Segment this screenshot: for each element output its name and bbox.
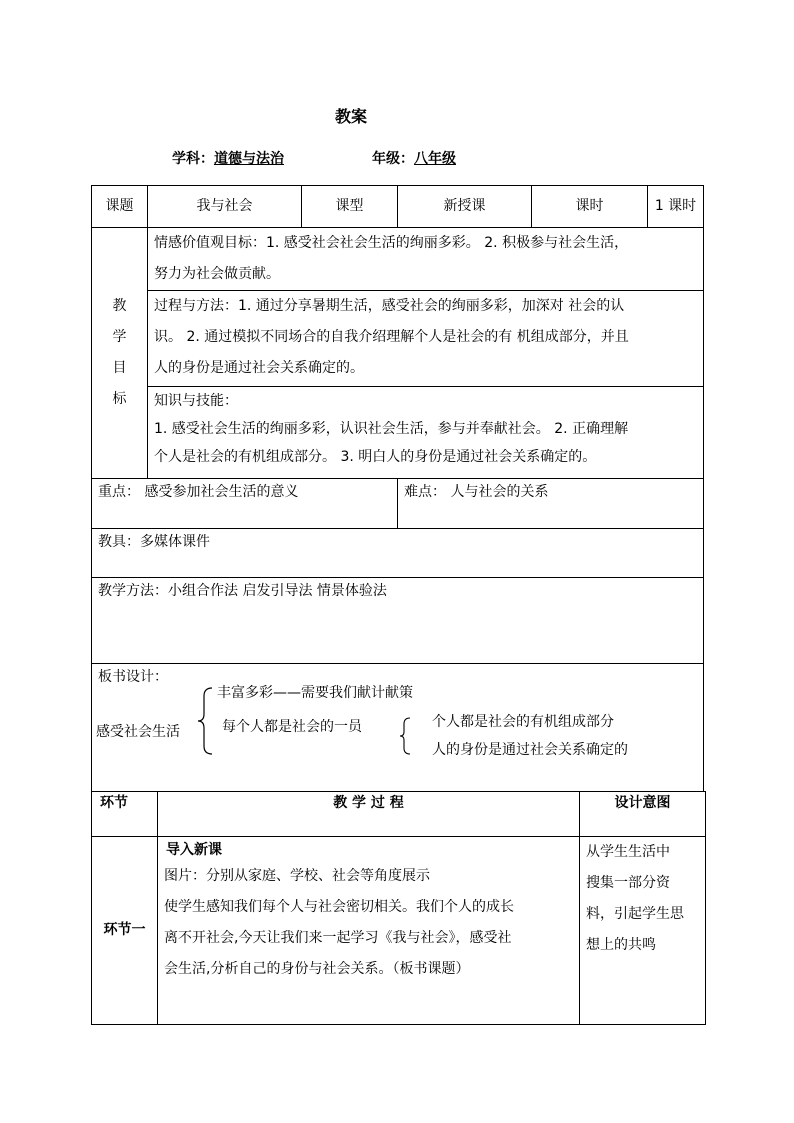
goal-knowledge: 知识与技能： 1. 感受社会生活的绚丽多彩，认识社会生活，参与并奉献社会。 2. 正确理解 个人是社会的有机组成部分。 3. 明白人的身份是通过社会关系确定的。 bbox=[148, 387, 704, 479]
difficult-point: 难点： 人与社会的关系 bbox=[398, 479, 704, 529]
subject-value: 道德与法治 bbox=[214, 151, 284, 167]
stage-cell: 环节一 bbox=[92, 837, 158, 1025]
board-design bbox=[92, 664, 704, 792]
subject-label: 学科： bbox=[172, 151, 214, 167]
teaching-process-table bbox=[91, 791, 706, 1025]
teaching-methods: 教学方法：小组合作法 启发引导法 情景体验法 bbox=[92, 578, 704, 664]
lesson-info-table bbox=[91, 185, 704, 792]
topic-label: 课题 bbox=[92, 186, 148, 228]
sub-brace-icon bbox=[398, 716, 412, 756]
period-value: 1 课时 bbox=[648, 186, 704, 228]
type-label: 课型 bbox=[302, 186, 398, 228]
topic-value: 我与社会 bbox=[148, 186, 302, 228]
subject-line bbox=[172, 148, 284, 168]
key-point: 重点： 感受参加社会生活的意义 bbox=[92, 479, 398, 529]
period-label: 课时 bbox=[532, 186, 648, 228]
board-branch-2: 每个人都是社会的一员 bbox=[222, 719, 362, 735]
stage-header: 环节 bbox=[92, 792, 158, 837]
board-sub-1: 个人都是社会的有机组成部分 bbox=[432, 714, 614, 730]
board-sub-2: 人的身份是通过社会关系确定的 bbox=[432, 742, 628, 758]
board-branch-1: 丰富多彩——需要我们献计献策 bbox=[217, 685, 413, 701]
goal-emotion: 情感价值观目标：1. 感受社会社会生活的绚丽多彩。 2. 积极参与社会生活， 努力为社会做贡献。 bbox=[148, 228, 704, 291]
process-content: 导入新课 图片：分别从家庭、学校、社会等角度展示 使学生感知我们每个人与社会密切相关。我们个人的成长 离不开社会,今天让我们来一起学习《我与社会》，感受社 会生活,分析自己的身份与社会关系。（板书课题） bbox=[158, 837, 580, 1025]
process-header: 教 学 过 程 bbox=[158, 792, 580, 837]
document-title: 教案 bbox=[334, 107, 367, 126]
left-brace-icon bbox=[196, 686, 216, 756]
board-label: 板书设计： bbox=[98, 669, 168, 685]
grade-label: 年级： bbox=[372, 151, 414, 167]
teaching-tools: 教具：多媒体课件 bbox=[92, 529, 704, 578]
grade-value: 八年级 bbox=[414, 151, 456, 167]
process-heading: 导入新课 bbox=[166, 842, 222, 858]
grade-line bbox=[372, 148, 456, 168]
goals-label: 教 学 目 标 bbox=[92, 228, 148, 479]
intent-header: 设计意图 bbox=[580, 792, 706, 837]
intent-content: 从学生生活中 搜集一部分资 料，引起学生思 想上的共鸣 bbox=[580, 837, 706, 1025]
goal-process: 过程与方法：1. 通过分享暑期生活，感受社会的绚丽多彩，加深对 社会的认 识。 2. 通过模拟不同场合的自我介绍理解个人是社会的有 机组成部分，并且 人的身份是通过社会关系确定的。 bbox=[148, 291, 704, 387]
board-root: 感受社会生活 bbox=[96, 724, 180, 740]
type-value: 新授课 bbox=[398, 186, 532, 228]
